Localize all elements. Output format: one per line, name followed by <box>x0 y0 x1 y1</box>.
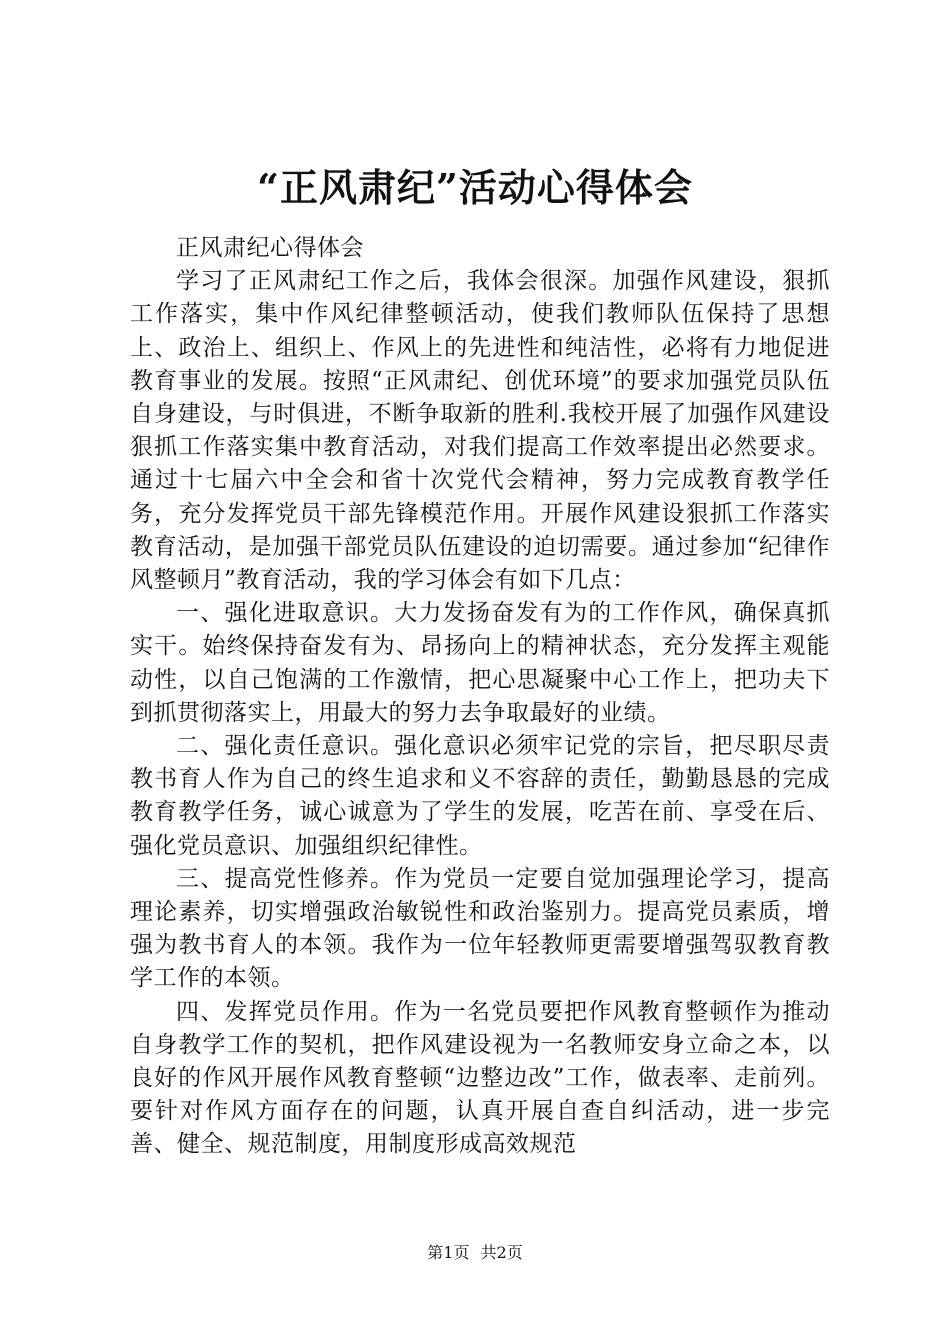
paragraph-point-1: 一、强化进取意识。大力发扬奋发有为的工作作风，确保真抓实干。始终保持奋发有为、昂扬向上的精神状态，充分发挥主观能动性，以自己饱满的工作激情，把心思凝聚中心工作上，把功夫下到抓贯彻落实上，用最大的努力去争取最好的业绩。 <box>130 600 830 726</box>
page-footer <box>0 1242 950 1264</box>
document-body <box>130 232 830 1162</box>
document-title: “正风肃纪”活动心得体会 <box>257 165 693 210</box>
paragraph-point-2: 二、强化责任意识。强化意识必须牢记党的宗旨，把尽职尽责教书育人作为自己的终生追求和义不容辞的责任，勤勤恳恳的完成教育教学任务，诚心诚意为了学生的发展，吃苦在前、享受在后、强化党员意识、加强组织纪律性。 <box>130 733 830 859</box>
paragraph-point-3: 三、提高党性修养。作为党员一定要自觉加强理论学习，提高理论素养，切实增强政治敏锐性和政治鉴别力。提高党员素质，增强为教书育人的本领。我作为一位年轻教师更需要增强驾驭教育教学工作的本领。 <box>130 865 830 992</box>
page-number: 第1页 <box>427 1243 470 1262</box>
paragraph-subtitle: 正风肃纪心得体会 <box>176 235 364 261</box>
page-total: 共2页 <box>480 1243 523 1262</box>
paragraph-point-4: 四、发挥党员作用。作为一名党员要把作风教育整顿作为推动自身教学工作的契机，把作风建设视为一名教师安身立命之本，以良好的作风开展作风教育整顿“边整边改”工作，做表率、走前列。要针对作风方面存在的问题，认真开展自查自纠活动，进一步完善、健全、规范制度，用制度形成高效规范 <box>130 998 830 1158</box>
paragraph-intro: 学习了正风肃纪工作之后，我体会很深。加强作风建设，狠抓工作落实，集中作风纪律整顿活动，使我们教师队伍保持了思想上、政治上、组织上、作风上的先进性和纯洁性，必将有力地促进教育事业的发展。按照“正风肃纪、创优环境”的要求加强党员队伍自身建设，与时俱进，不断争取新的胜利.我校开展了加强作风建设狠抓工作落实集中教育活动，对我们提高工作效率提出必然要求。通过十七届六中全会和省十次党代会精神，努力完成教育教学任务，充分发挥党员干部先锋模范作用。开展作风建设狠抓工作落实教育活动，是加强干部党员队伍建设的迫切需要。通过参加“纪律作风整顿月”教育活动，我的学习体会有如下几点： <box>130 268 830 594</box>
